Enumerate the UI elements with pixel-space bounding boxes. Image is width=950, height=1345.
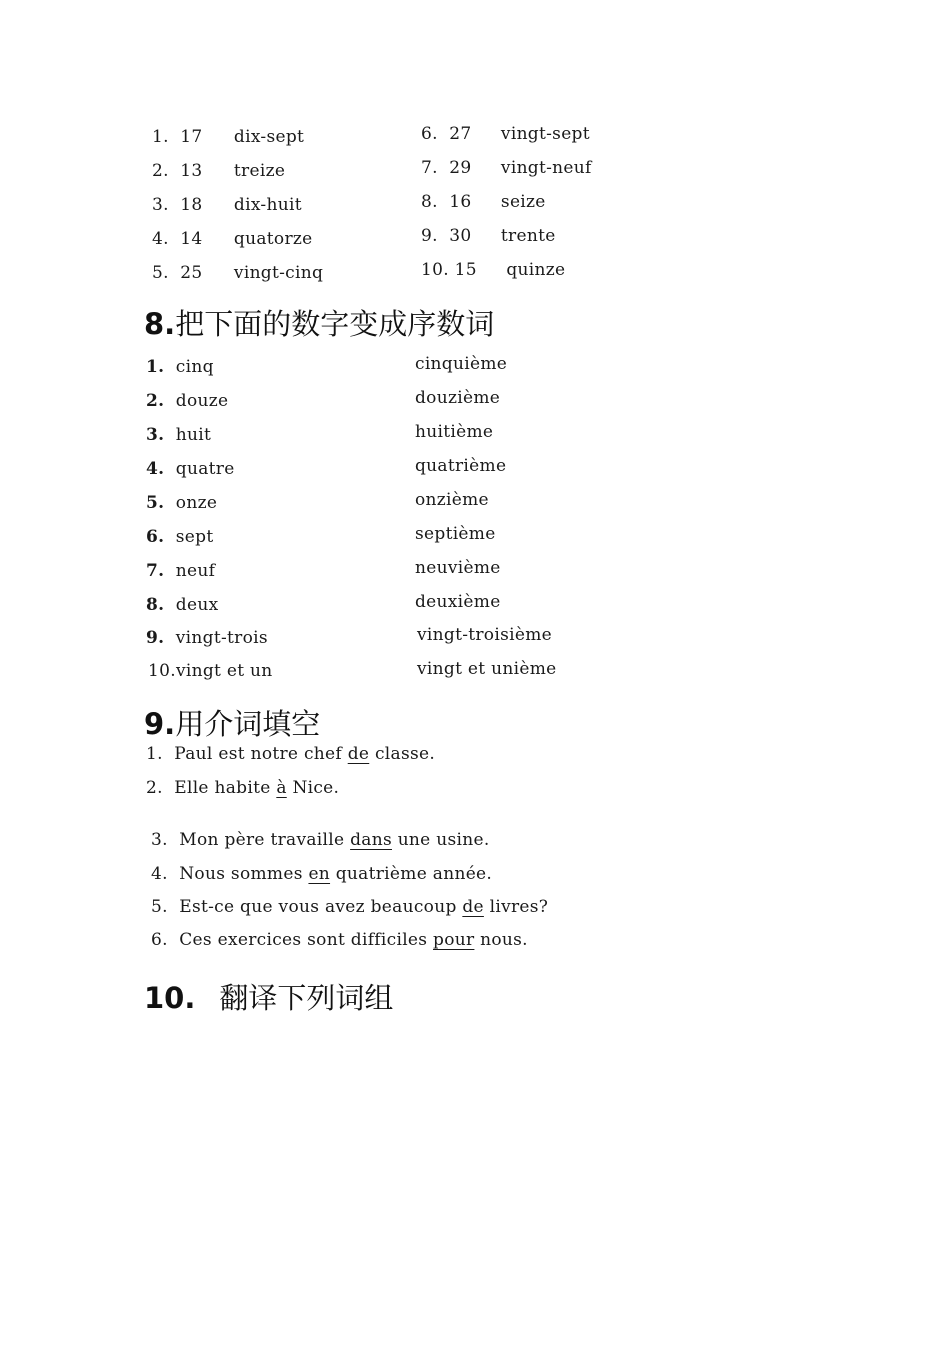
list-item [421,226,556,246]
item-word: seize [500,192,546,212]
item-word: treize [233,161,286,181]
item-word: quinze [506,260,566,280]
answer-preposition: de [347,744,370,764]
item-number: 1. [146,744,163,764]
item-number: 3. [146,425,165,445]
item-number: 5. [152,263,169,283]
sentence-start: Paul est notre chef [174,744,348,764]
item-word: vingt-sept [500,124,590,144]
item-number: 4. [151,864,168,884]
item-number: 2. [146,778,163,798]
item-ordinal: vingt-troisième [417,625,552,645]
item-number: 5. [151,897,168,917]
section-heading-8 [144,302,494,343]
item-value: 13 [180,161,203,181]
item-base: onze [175,493,218,513]
item-base: deux [175,595,219,615]
section-title: 翻译下列词组 [219,981,394,1015]
item-base: vingt et un [175,661,273,681]
list-item [421,124,590,144]
sentence-end: livres? [483,897,549,917]
item-word: vingt-cinq [233,263,324,283]
list-item [421,260,565,280]
item-word: vingt-neuf [500,158,592,178]
list-item [151,897,548,917]
sentence-end: quatrième année. [330,864,493,884]
item-number: 5. [146,493,165,513]
item-number: 8. [421,192,438,212]
section-number: 9. [144,707,176,741]
list-item [152,161,285,181]
item-value: 25 [180,263,203,283]
answer-preposition: pour [433,930,475,950]
item-value: 16 [449,192,472,212]
sentence-end: nous. [474,930,528,950]
list-item [146,493,217,513]
item-ordinal: vingt et unième [417,659,557,679]
item-number: 1. [152,127,169,147]
list-item [152,229,313,249]
item-base: huit [175,425,212,445]
item-value: 29 [449,158,472,178]
item-word: trente [500,226,556,246]
item-number: 3. [152,195,169,215]
answer-preposition: dans [350,830,392,850]
item-ordinal: septième [415,524,496,544]
list-item [146,527,213,547]
item-number: 4. [152,229,169,249]
list-item [146,391,228,411]
list-item [146,595,218,615]
item-value: 17 [180,127,203,147]
item-number: 9. [146,628,165,648]
item-base: douze [175,391,229,411]
section-heading-10 [144,976,393,1017]
item-number: 9. [421,226,438,246]
item-number: 6. [421,124,438,144]
item-value: 18 [180,195,203,215]
section-number: 8. [144,307,176,341]
sentence-end: classe. [369,744,436,764]
item-value: 15 [454,260,477,280]
item-number: 7. [421,158,438,178]
item-base: neuf [175,561,216,581]
item-number: 6. [151,930,168,950]
list-item [146,744,435,764]
list-item [146,425,211,445]
item-ordinal: neuvième [415,558,501,578]
item-ordinal: deuxième [415,592,501,612]
section-title: 把下面的数字变成序数词 [175,307,495,341]
item-ordinal: onzième [415,490,489,510]
list-item [146,628,268,648]
section-number: 10. [144,981,196,1015]
list-item [146,561,215,581]
list-item [151,830,490,850]
item-word: quatorze [233,229,313,249]
item-base: quatre [175,459,235,479]
list-item [146,778,339,798]
sentence-end: une usine. [391,830,490,850]
item-number: 3. [151,830,168,850]
item-base: vingt-trois [175,628,268,648]
answer-preposition: à [276,778,287,798]
list-item [146,459,235,479]
list-item [152,263,323,283]
sentence-start: Nous sommes [179,864,309,884]
sentence-start: Est-ce que vous avez beaucoup [179,897,463,917]
item-base: sept [175,527,214,547]
list-item [421,158,592,178]
sentence-end: Nice. [286,778,340,798]
item-value: 30 [449,226,472,246]
list-item [152,195,302,215]
item-number: 6. [146,527,165,547]
sentence-start: Mon père travaille [179,830,351,850]
item-ordinal: huitième [415,422,494,442]
sentence-start: Elle habite [174,778,277,798]
item-number: 7. [146,561,165,581]
list-item [146,357,214,377]
list-item [151,930,528,950]
item-number: 10. [421,260,449,280]
item-number: 10. [148,661,176,681]
item-number: 2. [152,161,169,181]
item-word: dix-sept [233,127,305,147]
item-base: cinq [175,357,214,377]
item-ordinal: douzième [415,388,501,408]
answer-preposition: en [308,864,331,884]
item-number: 4. [146,459,165,479]
list-item [148,661,273,681]
item-value: 14 [180,229,203,249]
item-number: 8. [146,595,165,615]
section-heading-9 [144,702,320,743]
item-number: 2. [146,391,165,411]
item-word: dix-huit [233,195,302,215]
list-item [151,864,492,884]
item-ordinal: quatrième [415,456,507,476]
list-item [152,127,304,147]
item-value: 27 [449,124,472,144]
sentence-start: Ces exercices sont difficiles [179,930,434,950]
section-title: 用介词填空 [175,707,321,741]
list-item [421,192,546,212]
item-number: 1. [146,357,165,377]
answer-preposition: de [462,897,484,917]
item-ordinal: cinquième [415,354,508,374]
